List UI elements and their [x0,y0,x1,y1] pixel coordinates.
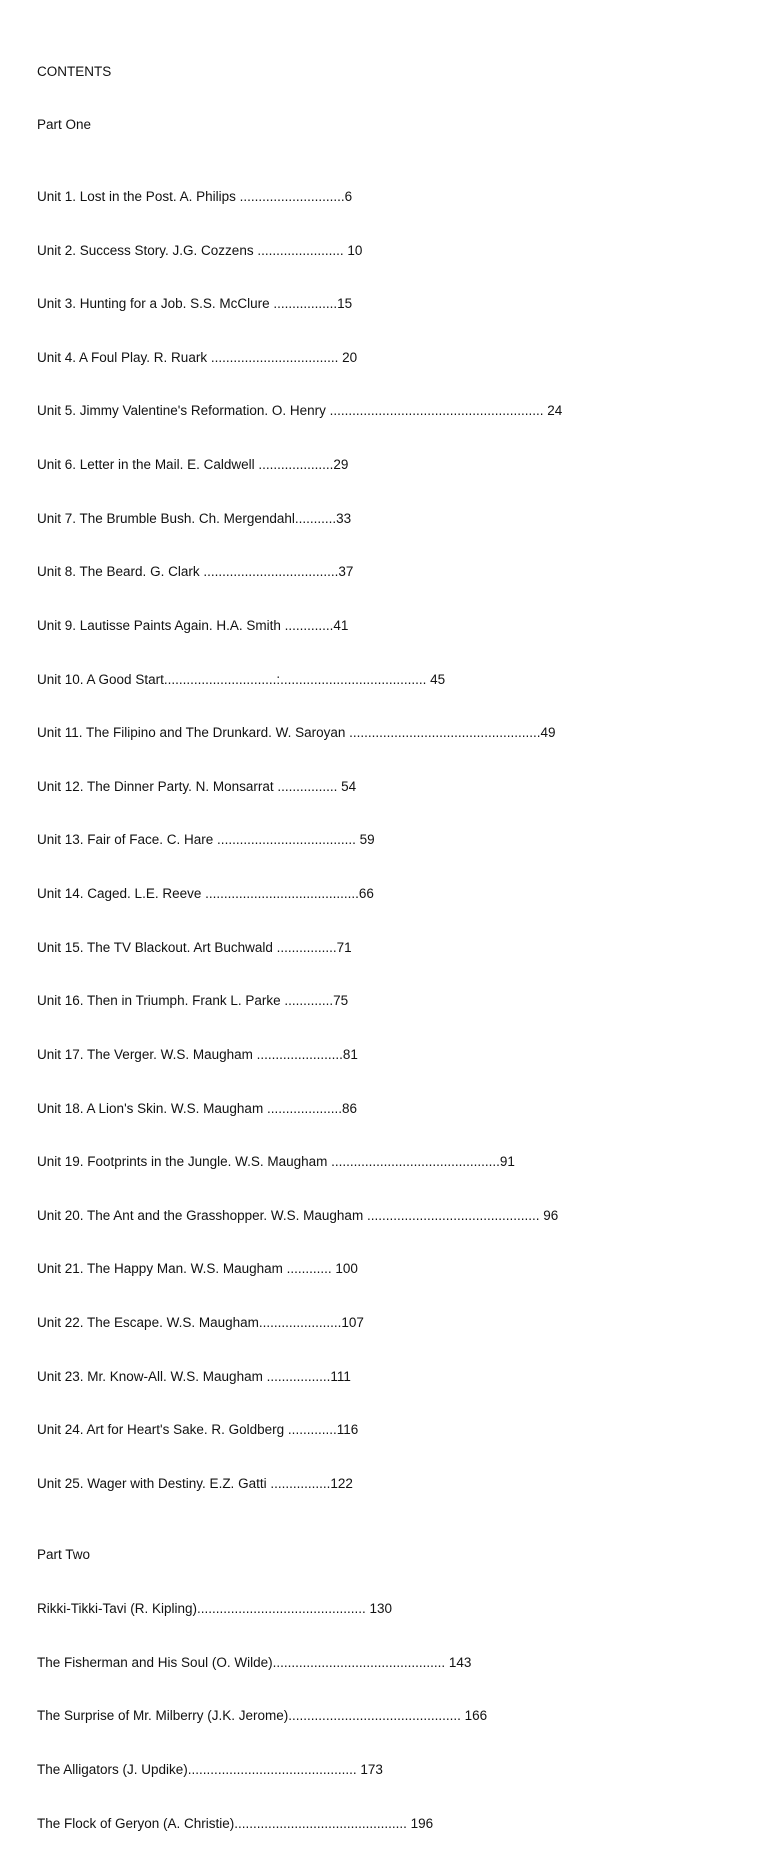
toc-entry-flock-of-geryon: The Flock of Geryon (A. Christie).............................................. 196 [37,1815,434,1831]
toc-entry-unit-25: Unit 25. Wager with Destiny. E.Z. Gatti ................122 [37,1475,353,1491]
toc-entry-unit-8: Unit 8. The Beard. G. Clark ....................................37 [37,564,354,580]
toc-entry-the-alligators: The Alligators (J. Updike)............................................. 173 [37,1761,383,1777]
toc-entry-unit-19: Unit 19. Footprints in the Jungle. W.S. Maugham .............................................91 [37,1154,515,1170]
toc-entry-unit-17: Unit 17. The Verger. W.S. Maugham .......................81 [37,1046,358,1062]
toc-entry-unit-7: Unit 7. The Brumble Bush. Ch. Mergendahl...........33 [37,510,352,526]
toc-entry-unit-16: Unit 16. Then in Triumph. Frank L. Parke .............75 [37,993,349,1009]
toc-entry-unit-20: Unit 20. The Ant and the Grasshopper. W.S. Maugham .............................................. 96 [37,1207,559,1223]
toc-entry-unit-10: Unit 10. A Good Start..............................:....................................... 45 [37,671,446,687]
toc-entry-unit-5: Unit 5. Jimmy Valentine's Reformation. O. Henry ......................................................... 24 [37,403,563,419]
contents-title: CONTENTS [37,63,112,79]
toc-entry-unit-15: Unit 15. The TV Blackout. Art Buchwald ................71 [37,939,352,955]
toc-entry-unit-18: Unit 18. A Lion's Skin. W.S. Maugham ....................86 [37,1100,357,1116]
toc-entry-unit-3: Unit 3. Hunting for a Job. S.S. McClure .................15 [37,296,353,312]
part-two-heading: Part Two [37,1547,91,1563]
toc-entry-unit-6: Unit 6. Letter in the Mail. E. Caldwell ....................29 [37,457,349,472]
table-of-contents [37,27,562,1868]
toc-entry-unit-22: Unit 22. The Escape. W.S. Maugham......................107 [37,1315,364,1330]
toc-entry-unit-13: Unit 13. Fair of Face. C. Hare ..................................... 59 [37,832,375,848]
toc-entry-unit-23: Unit 23. Mr. Know-All. W.S. Maugham .................111 [37,1368,351,1384]
toc-entry-unit-11: Unit 11. The Filipino and The Drunkard. W. Saroyan ...................................................49 [37,725,556,741]
toc-entry-rikki-tikki-tavi: Rikki-Tikki-Tavi (R. Kipling)............................................. 130 [37,1601,393,1616]
toc-entry-unit-9: Unit 9. Lautisse Paints Again. H.A. Smith .............41 [37,617,349,633]
toc-entry-unit-1: Unit 1. Lost in the Post. A. Philips ............................6 [37,188,353,204]
toc-entry-unit-14: Unit 14. Caged. L.E. Reeve .........................................66 [37,886,374,901]
toc-entry-unit-2: Unit 2. Success Story. J.G. Cozzens ....................... 10 [37,242,363,258]
toc-entry-unit-4: Unit 4. A Foul Play. R. Ruark .................................. 20 [37,349,358,365]
toc-entry-fisherman-and-his-soul: The Fisherman and His Soul (O. Wilde).............................................. 143 [37,1654,472,1670]
part-one-heading: Part One [37,117,92,133]
toc-entry-unit-12: Unit 12. The Dinner Party. N. Monsarrat ................ 54 [37,778,357,794]
toc-entry-surprise-of-mr-milberry: The Surprise of Mr. Milberry (J.K. Jerome).............................................. 166 [37,1708,488,1724]
toc-entry-unit-24: Unit 24. Art for Heart's Sake. R. Goldberg .............116 [37,1422,359,1438]
toc-entry-unit-21: Unit 21. The Happy Man. W.S. Maugham ............ 100 [37,1261,358,1277]
